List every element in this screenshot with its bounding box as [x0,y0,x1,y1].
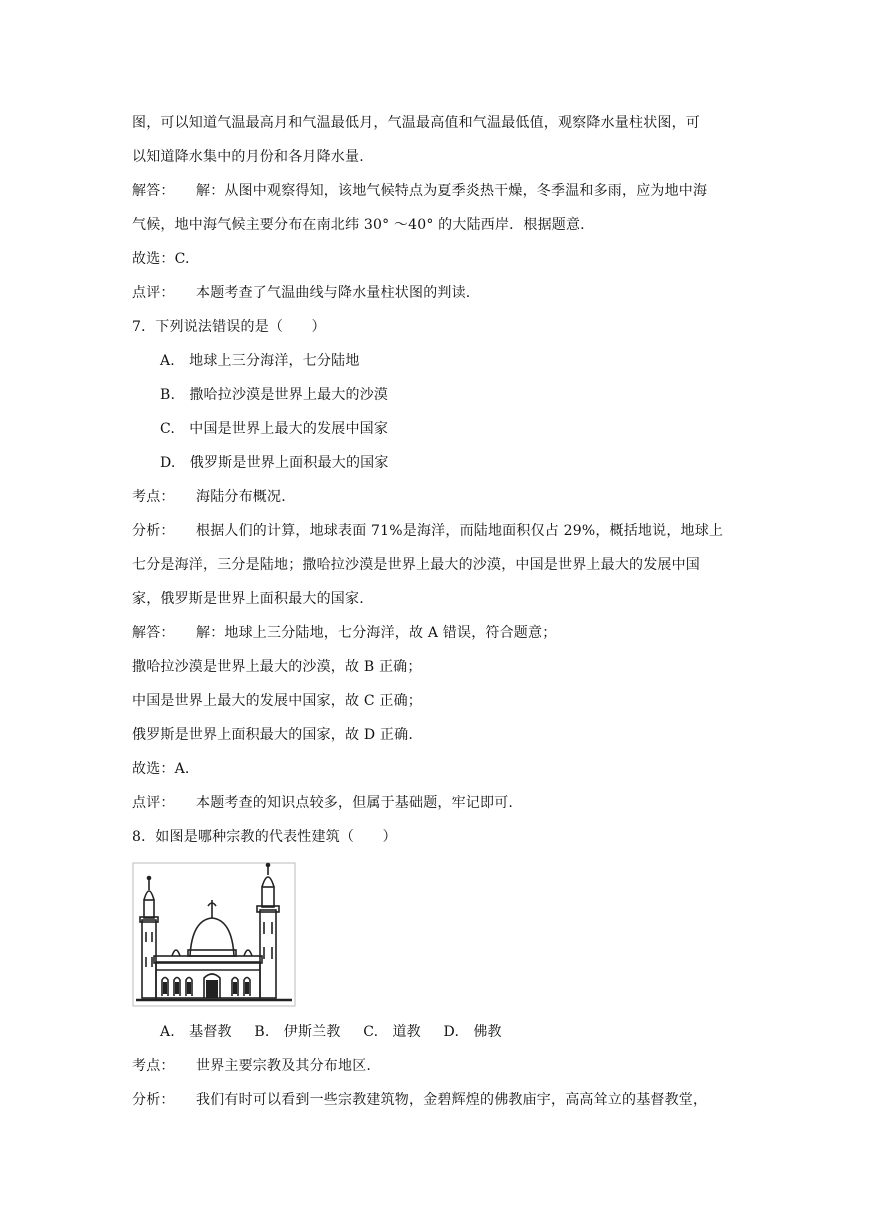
comment-text: 本题考查了气温曲线与降水量柱状图的判读. [196,285,471,301]
comment-line-1 [132,283,742,303]
question-8-option-a: A. 基督教 [160,1024,232,1040]
question-7-option-b: B. 撒哈拉沙漠是世界上最大的沙漠 [160,387,389,403]
analysis-line-4 [132,1090,742,1110]
knowledge-point-text: 海陆分布概况. [196,489,286,505]
question-7-option-a: A. 地球上三分海洋，七分陆地 [160,353,360,369]
answer-line-5: 中国是世界上最大的发展中国家，故 C 正确； [132,693,423,709]
question-7-option-d: D. 俄罗斯是世界上面积最大的国家 [160,455,389,471]
answer-text: 解：从图中观察得知，该地气候特点为夏季炎热干燥，冬季温和多雨，应为地中海 [196,183,708,199]
question-8-option-c: C. 道教 [363,1024,421,1040]
comment-label: 点评： [132,285,175,301]
comment-label-2: 点评： [132,795,175,811]
comment-line-2 [132,793,742,813]
question-8-option-b: B. 伊斯兰教 [254,1024,341,1040]
question-8-options [160,1022,770,1042]
answer-label-2: 解答： [132,625,175,641]
choice-result-1: 故选：C. [132,251,190,267]
analysis-label: 分析： [132,523,175,539]
answer-line-2: 气候，地中海气候主要分布在南北纬 30° ～40° 的大陆西岸．根据题意. [132,217,585,233]
analysis-line-1 [132,521,742,541]
knowledge-point-2 [132,1056,742,1076]
question-7: 7．下列说法错误的是（ ） [132,319,326,335]
text-line-2: 以知道降水集中的月份和各月降水量. [132,149,364,165]
knowledge-point-label: 考点： [132,489,175,505]
answer-label: 解答： [132,183,175,199]
knowledge-point-text-2: 世界主要宗教及其分布地区. [196,1058,372,1074]
analysis-line-2: 七分是海洋，三分是陆地；撒哈拉沙漠是世界上最大的沙漠，中国是世界上最大的发展中国 [132,557,700,573]
question-7-option-c: C. 中国是世界上最大的发展中国家 [160,421,389,437]
knowledge-point-1 [132,487,742,507]
question-8-option-d: D. 佛教 [443,1024,502,1040]
answer-line-4: 撒哈拉沙漠是世界上最大的沙漠，故 B 正确； [132,659,422,675]
choice-result-2: 故选：A. [132,761,190,777]
answer-line-3 [132,623,742,643]
answer-line-1 [132,181,742,201]
analysis-label-2: 分析： [132,1092,175,1108]
question-8: 8．如图是哪种宗教的代表性建筑（ ） [132,829,397,845]
answer-line-6: 俄罗斯是世界上面积最大的国家，故 D 正确. [132,727,413,743]
knowledge-point-label-2: 考点： [132,1058,175,1074]
mosque-illustration-icon [132,862,296,1007]
analysis-line-3: 家，俄罗斯是世界上面积最大的国家. [132,591,364,607]
answer-text-2: 解：地球上三分陆地，七分海洋，故 A 错误，符合题意； [196,625,557,641]
text-line-1: 图，可以知道气温最高月和气温最低月，气温最高值和气温最低值，观察降水量柱状图，可 [132,115,700,131]
comment-text-2: 本题考查的知识点较多，但属于基础题，牢记即可. [196,795,514,811]
analysis-text-1: 根据人们的计算，地球表面 71%是海洋，而陆地面积仅占 29%，概括地说，地球上 [196,523,724,539]
analysis-text-2: 我们有时可以看到一些宗教建筑物，金碧辉煌的佛教庙宇，高高耸立的基督教堂， [196,1092,708,1108]
